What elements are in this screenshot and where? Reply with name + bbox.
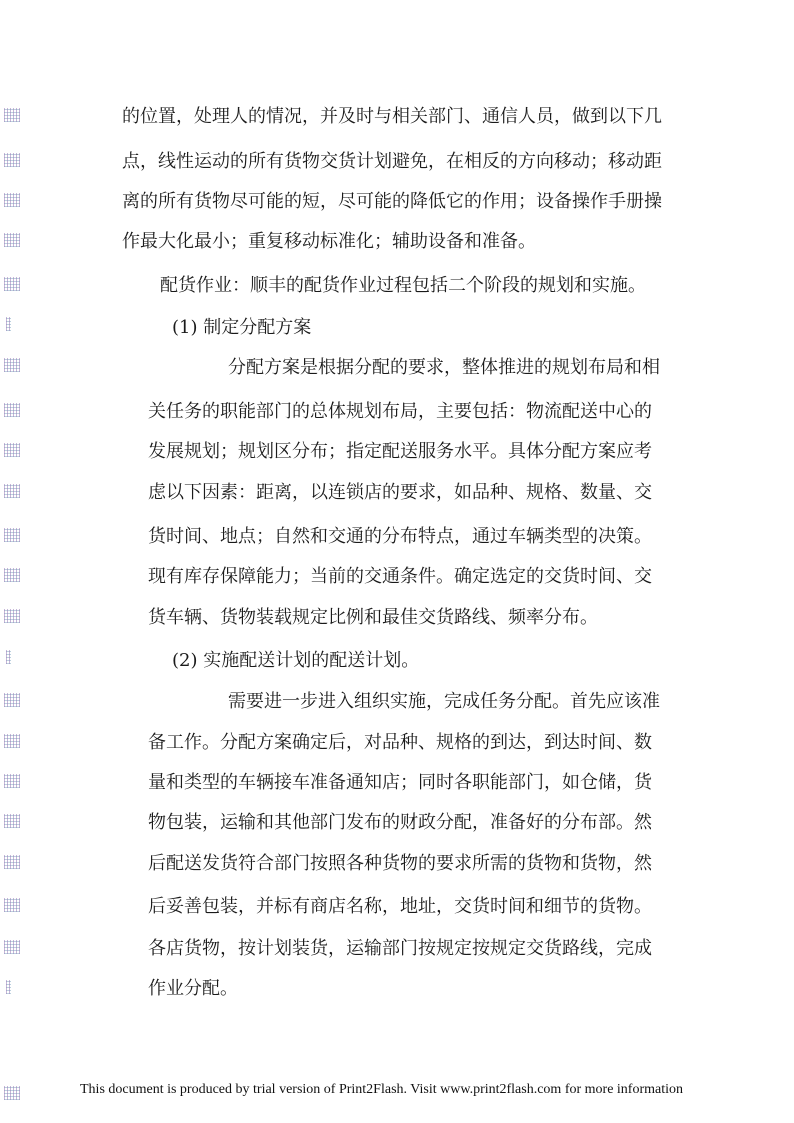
scan-artifact <box>4 193 20 207</box>
body-line: 的位置，处理人的情况，并及时与相关部门、通信人员，做到以下几 <box>122 106 662 127</box>
scan-artifact <box>4 1086 20 1100</box>
body-line: 后妥善包装，并标有商店名称，地址，交货时间和细节的货物。 <box>148 896 652 917</box>
scan-artifact <box>6 980 11 994</box>
body-line: 点，线性运动的所有货物交货计划避免，在相反的方向移动；移动距 <box>122 151 662 172</box>
scan-artifact <box>4 568 20 582</box>
body-line: 需要进一步进入组织实施，完成任务分配。首先应该准 <box>228 691 660 712</box>
body-line: 分配方案是根据分配的要求，整体推进的规划布局和相 <box>228 357 660 378</box>
scan-artifact <box>4 734 20 748</box>
body-line: 离的所有货物尽可能的短，尽可能的降低它的作用；设备操作手册操 <box>122 191 662 212</box>
scan-artifact <box>4 484 20 498</box>
body-line: 物包装，运输和其他部门发布的财政分配，准备好的分布部。然 <box>148 812 652 833</box>
section-heading: (2) 实施配送计划的配送计划。 <box>172 650 420 671</box>
scan-artifact <box>6 650 11 664</box>
scan-artifact <box>4 153 20 167</box>
body-line: 虑以下因素：距离，以连锁店的要求，如品种、规格、数量、交 <box>148 482 652 503</box>
scan-artifact <box>4 403 20 417</box>
body-line: 量和类型的车辆接车准备通知店；同时各职能部门，如仓储，货 <box>148 772 652 793</box>
scan-artifact <box>6 317 11 331</box>
body-line: 作最大化最小；重复移动标准化；辅助设备和准备。 <box>122 231 536 252</box>
margin-scan-marks <box>0 0 40 1123</box>
section-heading: (1) 制定分配方案 <box>172 317 312 338</box>
intro-line: 配货作业：顺丰的配货作业过程包括二个阶段的规划和实施。 <box>160 275 646 296</box>
scan-artifact <box>4 233 20 247</box>
scan-artifact <box>4 443 20 457</box>
scan-artifact <box>4 855 20 869</box>
body-line: 备工作。分配方案确定后，对品种、规格的到达，到达时间、数 <box>148 732 652 753</box>
body-line: 现有库存保障能力；当前的交通条件。确定选定的交货时间、交 <box>148 566 652 587</box>
body-line: 发展规划；规划区分布；指定配送服务水平。具体分配方案应考 <box>148 441 652 462</box>
scan-artifact <box>4 814 20 828</box>
body-line: 作业分配。 <box>148 978 238 999</box>
body-line: 各店货物，按计划装货，运输部门按规定按规定交货路线，完成 <box>148 938 652 959</box>
body-line: 后配送发货符合部门按照各种货物的要求所需的货物和货物，然 <box>148 853 652 874</box>
scan-artifact <box>4 358 20 372</box>
scan-artifact <box>4 277 20 291</box>
scan-artifact <box>4 898 20 912</box>
body-line: 关任务的职能部门的总体规划布局，主要包括：物流配送中心的 <box>148 401 652 422</box>
scan-artifact <box>4 693 20 707</box>
trial-watermark-footer: This document is produced by trial version of Print2Flash. Visit www.print2flash.com for more information <box>80 1082 684 1097</box>
body-line: 货车辆、货物装载规定比例和最佳交货路线、频率分布。 <box>148 607 598 628</box>
scan-artifact <box>4 528 20 542</box>
scan-artifact <box>4 774 20 788</box>
scan-artifact <box>4 609 20 623</box>
scan-artifact <box>4 108 20 122</box>
scan-artifact <box>4 940 20 954</box>
body-line: 货时间、地点；自然和交通的分布特点，通过车辆类型的决策。 <box>148 526 652 547</box>
